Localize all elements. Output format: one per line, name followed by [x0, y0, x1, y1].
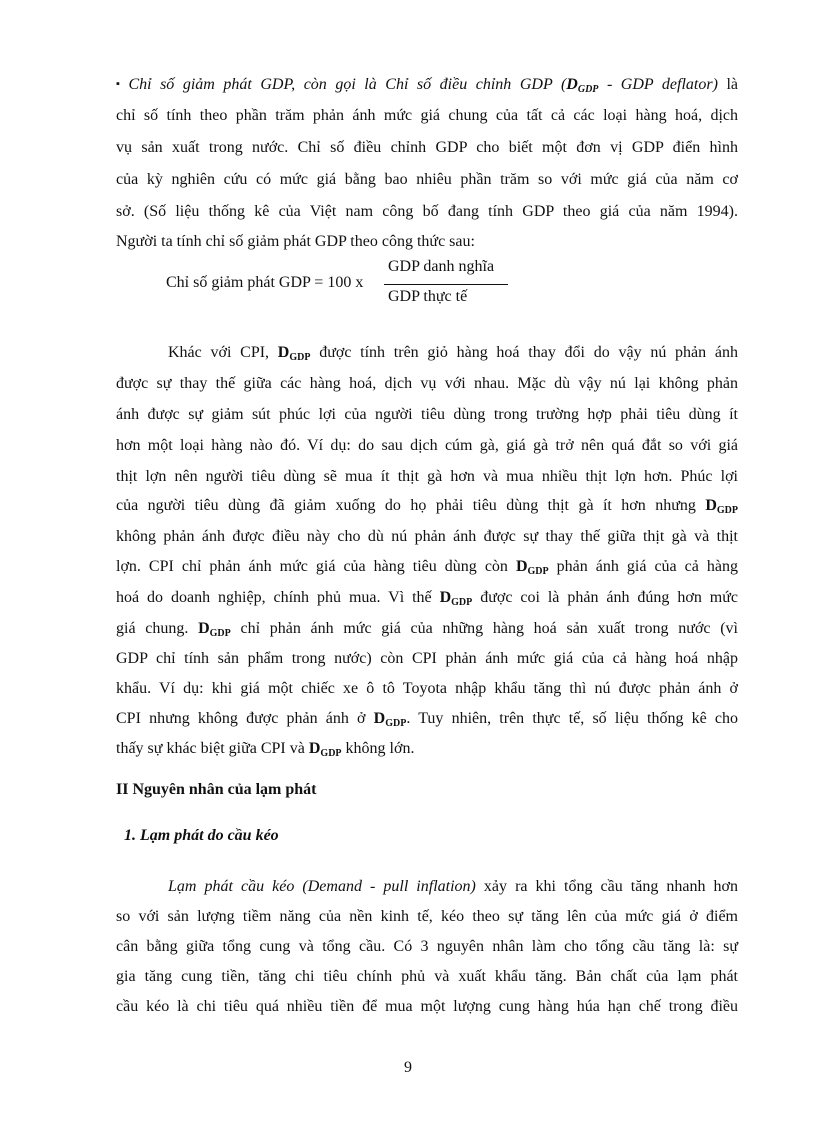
formula-denominator: GDP thực tế — [388, 288, 468, 305]
p3-line-4: gia tăng cung tiền, tăng chi tiêu chính phủ và xuất khẩu tăng. Bản chất của lạm phát — [116, 968, 738, 985]
dgdp-d: D — [198, 620, 210, 637]
p2-line-14-b: không lớn. — [341, 740, 415, 757]
p1-line-4: của kỳ nghiên cứu có mức giá bằng bao nhiêu phần trăm so với mức giá của năm cơ — [116, 171, 738, 188]
dgdp-sub: GDP — [209, 628, 231, 639]
dgdp-d: D — [566, 76, 578, 93]
p2-line-11: GDP chỉ tính sản phẩm trong nước) còn CPI phản ánh mức giá của cả hàng hoá nhập — [116, 650, 738, 667]
dgdp-d: D — [439, 589, 452, 606]
dgdp-sub: GDP — [451, 597, 473, 608]
p2-line-9-a: hoá do doanh nghiệp, chính phủ mua. Vì thế — [116, 589, 440, 606]
fraction-bar — [384, 284, 508, 285]
p1-line-1-italic: Chỉ số giảm phát GDP, còn gọi là Chỉ số điều chỉnh GDP ( — [128, 76, 567, 93]
p1-line-1 — [116, 74, 738, 95]
dgdp-d: D — [515, 558, 528, 575]
demand-pull-term: Lạm phát cầu kéo (Demand - pull inflation) — [168, 878, 476, 895]
p2-line-9 — [116, 588, 738, 608]
p2-line-6 — [116, 496, 738, 516]
p2-line-1-b: được tính trên giỏ hàng hoá thay đổi do vậy nú phản ánh — [310, 344, 738, 361]
page-number: 9 — [404, 1059, 412, 1076]
p3-line-3: cân bằng giữa tổng cung và tổng cầu. Có 3 nguyên nhân làm cho tổng cầu tăng là: sự — [116, 938, 738, 955]
p2-line-5: thịt lợn nên người tiêu dùng sẽ mua ít thịt gà hơn và mua nhiều thịt lợn hơn. Phúc lợi — [116, 468, 738, 485]
p2-line-4: hơn một loại hàng nào đó. Ví dụ: do sau dịch cúm gà, giá gà trở nên quá đắt so với giá — [116, 437, 738, 454]
p2-line-10-a: giá chung. — [116, 620, 199, 637]
p2-line-6-a: của người tiêu dùng đã giảm xuống do họ phải tiêu dùng thịt gà ít hơn nhưng — [116, 497, 706, 514]
p3-line-1 — [168, 877, 738, 897]
p2-line-10 — [116, 619, 738, 639]
p1-line-6: Người ta tính chỉ số giảm phát GDP theo công thức sau: — [116, 233, 475, 250]
p2-line-3: ánh được sự giảm sút phúc lợi của người tiêu dùng trong trường hợp phải tiêu dùng ít — [116, 406, 738, 423]
p2-line-14-a: thấy sự khác biệt giữa CPI và — [116, 740, 309, 757]
p2-line-1-a: Khác với CPI, — [168, 344, 278, 361]
p2-line-13-a: CPI nhưng không được phản ánh ở — [116, 710, 374, 727]
dgdp-sub: GDP — [716, 505, 738, 516]
p2-line-13 — [116, 709, 738, 729]
p3-line-5: cầu kéo là chi tiêu quá nhiều tiền để mua một lượng cung hàng húa hạn chế trong điều — [116, 998, 738, 1015]
p2-line-12: khẩu. Ví dụ: khi giá một chiếc xe ô tô Toyota nhập khẩu tăng thì nú được phản ánh ở — [116, 680, 738, 697]
p2-line-13-b: . Tuy nhiên, trên thực tế, số liệu thống kê cho — [406, 710, 738, 727]
p2-line-8-a: lợn. CPI chỉ phản ánh mức giá của hàng tiêu dùng còn — [116, 558, 516, 575]
dgdp-sub: GDP — [385, 718, 407, 729]
p1-line-2: chỉ số tính theo phần trăm phản ánh mức giá chung của tất cả các loại hàng hoá, dịch — [116, 107, 738, 124]
p1-line-1-end: là — [717, 76, 739, 93]
formula-left: Chỉ số giảm phát GDP = 100 x — [166, 274, 364, 291]
dgdp-sub: GDP — [577, 84, 599, 95]
dgdp-sub: GDP — [320, 748, 342, 759]
p1-line-5: sở. (Số liệu thống kê của Việt nam công bố đang tính GDP theo giá của năm 1994). — [116, 203, 738, 220]
p2-line-8-b: phản ánh giá của cả hàng — [548, 558, 738, 575]
subsection-heading-1: 1. Lạm phát do cầu kéo — [124, 827, 279, 844]
p2-line-2: được sự thay thế giữa các hàng hoá, dịch vụ với nhau. Mặc dù vậy nú lại không phản — [116, 375, 738, 392]
p2-line-1 — [168, 343, 738, 363]
p2-line-14 — [116, 739, 738, 759]
p1-line-3: vụ sản xuất trong nước. Chỉ số điều chỉnh GDP cho biết một đơn vị GDP điển hình — [116, 139, 738, 156]
p3-line-1-b: xảy ra khi tổng cầu tăng nhanh hơn — [475, 878, 739, 895]
p3-line-2: so với sản lượng tiềm năng của nền kinh tế, kéo theo sự tăng lên của mức giá ở điểm — [116, 908, 738, 925]
dgdp-d: D — [705, 497, 717, 514]
dgdp-d: D — [373, 710, 386, 727]
p1-line-1-italic-end: - GDP deflator) — [598, 76, 718, 93]
gdp-deflator-formula — [166, 258, 546, 308]
p2-line-8 — [116, 557, 738, 577]
bullet-icon: ▪ — [116, 78, 125, 90]
p2-line-9-b: được coi là phản ánh đúng hơn mức — [472, 589, 738, 606]
formula-numerator: GDP danh nghĩa — [388, 258, 495, 275]
dgdp-d: D — [277, 344, 290, 361]
section-heading-ii: II Nguyên nhân của lạm phát — [116, 781, 317, 798]
dgdp-sub: GDP — [289, 352, 311, 363]
dgdp-d: D — [308, 740, 321, 757]
p2-line-10-b: chỉ phản ánh mức giá của những hàng hoá sản xuất trong nước (vì — [230, 620, 738, 637]
p2-line-7: không phản ánh được điều này cho dù nú phản ánh được sự thay thế giữa thịt gà và thịt — [116, 528, 738, 545]
dgdp-sub: GDP — [527, 566, 549, 577]
